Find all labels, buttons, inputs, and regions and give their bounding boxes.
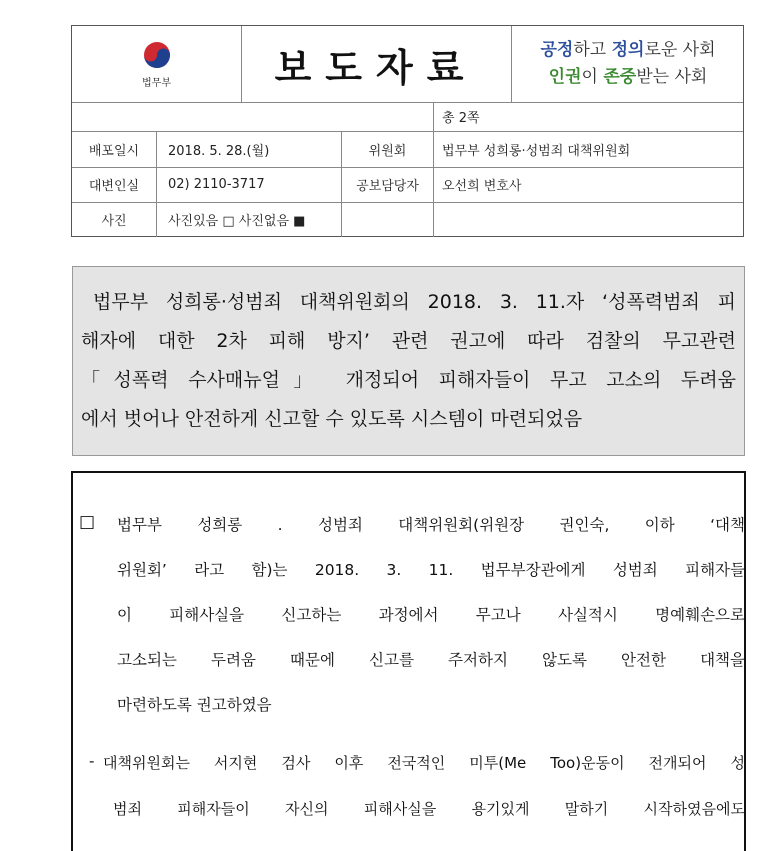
slogan-word: 이 bbox=[581, 67, 604, 87]
paragraph-line: 법무부 성희롱 . 성범죄 대책위원회(위원장 권인숙, 이하 ‘대책 bbox=[117, 516, 745, 534]
dash-bullet: - bbox=[89, 752, 95, 770]
slogan-word: 하고 bbox=[573, 40, 612, 60]
ministry-logo bbox=[72, 26, 241, 102]
page-count: 총 2쪽 bbox=[442, 111, 480, 126]
logo-text: 법무부 bbox=[142, 77, 171, 89]
summary-line: 「성폭력 수사매뉴얼」 개정되어 피해자들이 무고 고소의 두려움 bbox=[81, 369, 736, 391]
paragraph-line: 대책위원회는 서지현 검사 이후 전국적인 미투(Me Too)운동이 전개되어 성 bbox=[103, 754, 745, 772]
committee-label: 위원회 bbox=[368, 143, 407, 159]
slogan-word: 공정 bbox=[540, 40, 574, 60]
release-date-label: 배포일시 bbox=[88, 143, 140, 159]
spokesperson-phone: 02) 2110-3717 bbox=[168, 177, 265, 192]
paragraph-2 bbox=[103, 740, 745, 832]
paragraph-1 bbox=[117, 503, 745, 728]
paragraph-line: 범죄 피해자들이 자신의 피해사실을 용기있게 말하기 시작하였음에도 bbox=[113, 800, 745, 818]
header-table bbox=[71, 25, 744, 237]
taegeuk-emblem-icon bbox=[142, 40, 172, 70]
summary-line: 해자에 대한 2차 피해 방지’ 관련 권고에 따라 검찰의 무고관련 bbox=[81, 330, 736, 352]
summary-text bbox=[81, 283, 736, 439]
paragraph-line: 마련하도록 권고하였음 bbox=[117, 696, 272, 714]
page-title: 보도자료 bbox=[274, 45, 478, 90]
pr-contact-value: 오선희 변호사 bbox=[442, 179, 522, 194]
body-box bbox=[71, 471, 746, 851]
committee-value: 법무부 성희롱·성범죄 대책위원회 bbox=[442, 143, 631, 159]
slogan-word: 정의 bbox=[611, 40, 645, 60]
summary-line: 법무부 성희롱·성범죄 대책위원회의 2018. 3. 11.자 ‘성폭력범죄 피 bbox=[93, 291, 736, 313]
pr-contact-label: 공보담당자 bbox=[356, 179, 419, 194]
summary-line: 에서 벗어나 안전하게 신고할 수 있도록 시스템이 마련되었음 bbox=[81, 408, 583, 430]
release-date-value: 2018. 5. 28.(월) bbox=[168, 143, 270, 159]
slogan-word: 로운 사회 bbox=[644, 40, 716, 60]
slogan bbox=[512, 26, 744, 102]
slogan-line-2 bbox=[549, 64, 708, 91]
square-bullet-icon: □ bbox=[79, 512, 96, 532]
photo-label: 사진 bbox=[101, 214, 127, 229]
slogan-line-1 bbox=[540, 37, 715, 64]
paragraph-line: 이 피해사실을 신고하는 과정에서 무고나 사실적시 명예훼손으로 bbox=[117, 606, 745, 624]
slogan-word: 인권 bbox=[548, 67, 582, 87]
slogan-word: 받는 사회 bbox=[636, 67, 708, 87]
paragraph-line: 위원회’ 라고 함)는 2018. 3. 11. 법무부장관에게 성범죄 피해자들 bbox=[117, 561, 745, 579]
slogan-word: 존중 bbox=[603, 67, 637, 87]
summary-box bbox=[72, 266, 745, 456]
paragraph-line: 고소되는 두려움 때문에 신고를 주저하지 않도록 안전한 대책을 bbox=[117, 651, 745, 669]
photo-value: 사진있음 □ 사진없음 ■ bbox=[168, 214, 306, 229]
spokesperson-label: 대변인실 bbox=[88, 179, 140, 194]
